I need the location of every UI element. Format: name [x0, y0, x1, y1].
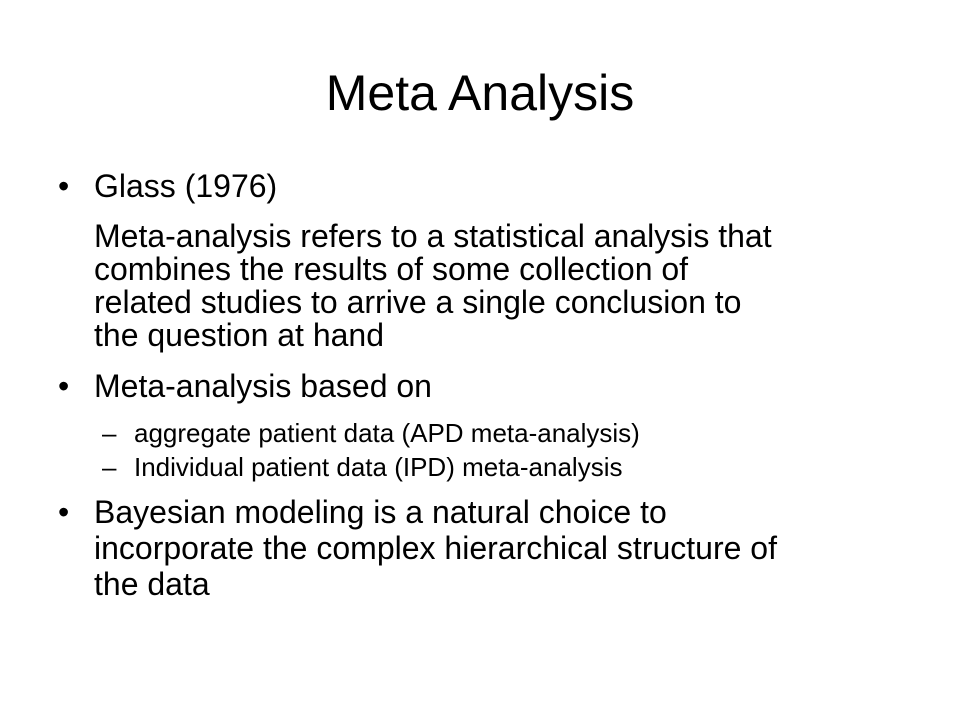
sub-bullet-apd — [102, 418, 902, 448]
sub-bullet-ipd — [102, 452, 902, 482]
bullet-label: Glass (1976) — [94, 168, 278, 204]
sub-bullet-marker: – — [102, 418, 117, 448]
paragraph-line: related studies to arrive a single conclusion to — [94, 284, 742, 320]
sub-bullet-label: Individual patient data (IPD) meta-analysis — [134, 452, 623, 482]
bullet-meta-analysis-based-on — [58, 368, 908, 404]
paragraph-line: the question at hand — [94, 317, 385, 353]
glass-definition-paragraph — [94, 220, 874, 352]
slide-title: Meta Analysis — [325, 65, 635, 121]
bullet-line: Bayesian modeling is a natural choice to — [94, 494, 667, 530]
sub-bullet-label: aggregate patient data (APD meta-analysis) — [134, 418, 640, 448]
bullet-label: Meta-analysis based on — [94, 368, 432, 404]
paragraph-line: combines the results of some collection of — [94, 251, 689, 287]
bullet-marker: • — [58, 368, 70, 404]
bullet-glass — [58, 168, 908, 204]
bullet-bayesian-modeling — [58, 494, 908, 602]
bullet-line: incorporate the complex hierarchical structure of — [94, 530, 777, 566]
paragraph-line: Meta-analysis refers to a statistical analysis that — [94, 218, 772, 254]
bullet-line: the data — [94, 566, 210, 602]
sub-bullet-marker: – — [102, 452, 117, 482]
bullet-marker: • — [58, 494, 70, 530]
bullet-marker: • — [58, 168, 70, 204]
bullet-text — [94, 494, 908, 602]
